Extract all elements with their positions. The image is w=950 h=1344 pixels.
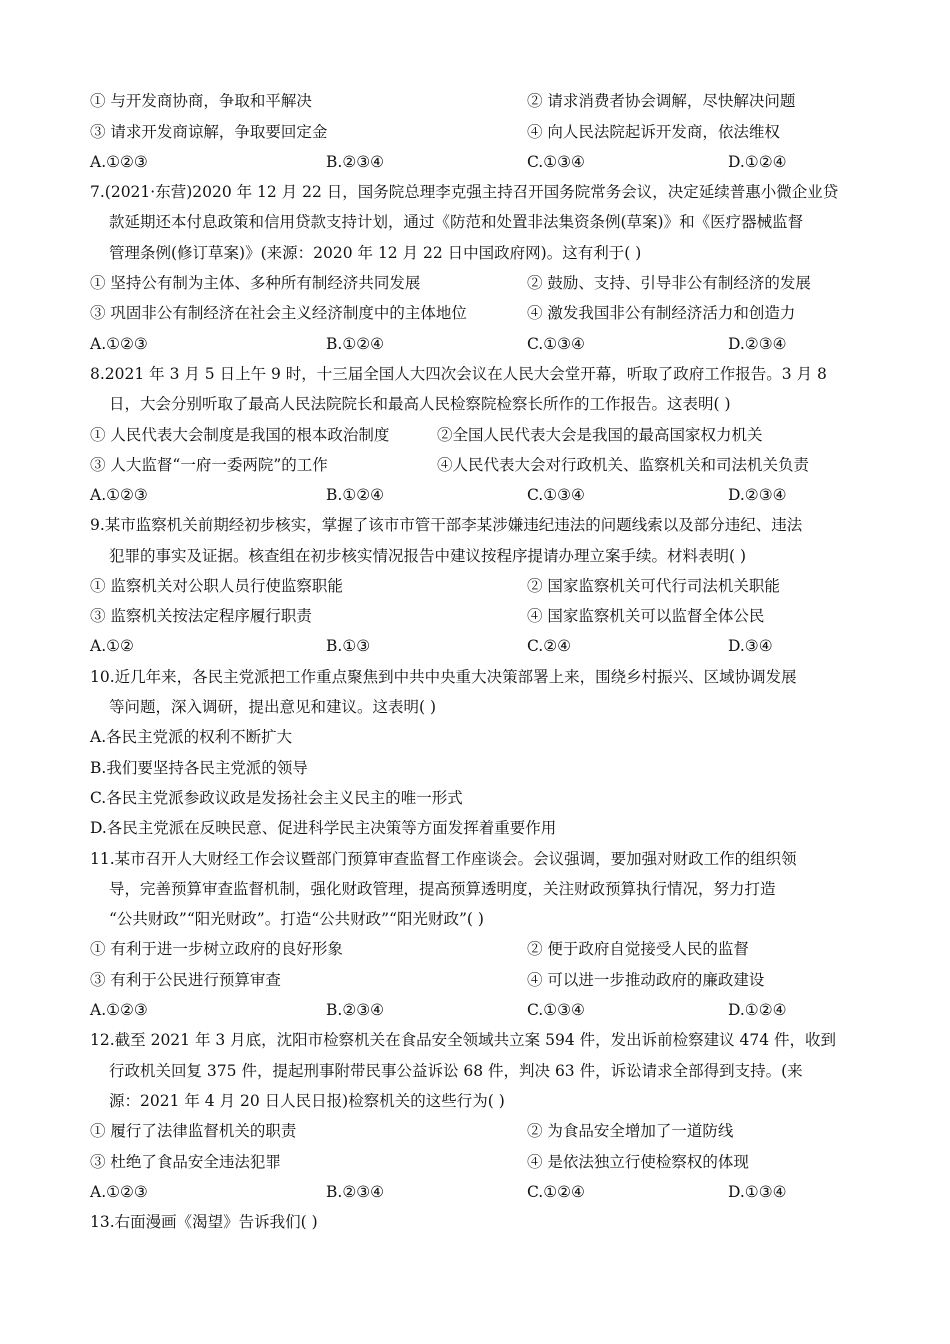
q11-option-4: ④ 可以进一步推动政府的廉政建设 — [527, 971, 765, 989]
q10-stem-line-1: 10.近几年来，各民主党派把工作重点聚焦到中共中央重大决策部署上来，围绕乡村振兴、区域协调发展 — [90, 668, 797, 686]
q7-option-1: ① 坚持公有制为主体、多种所有制经济共同发展 — [90, 274, 421, 292]
q8-option-2: ②全国人民代表大会是我国的最高国家权力机关 — [437, 426, 763, 444]
q12-option-4: ④ 是依法独立行使检察权的体现 — [527, 1153, 749, 1171]
q12-stem-line-2: 行政机关回复 375 件，提起刑事附带民事公益诉讼 68 件，判决 63 件，诉讼请求全部得到支持。(来 — [109, 1062, 803, 1080]
q9-option-2: ② 国家监察机关可代行司法机关职能 — [527, 577, 780, 595]
q8-option-1: ① 人民代表大会制度是我国的根本政治制度 — [90, 426, 390, 444]
q8-option-4: ④人民代表大会对行政机关、监察机关和司法机关负责 — [437, 456, 810, 474]
q8-stem-line-1: 8.2021 年 3 月 5 日上午 9 时，十三届全国人大四次会议在人民大会堂开幕，听取了政府工作报告。3 月 8 — [90, 365, 827, 383]
q9-choice-d: D.③④ — [728, 637, 773, 655]
q7-option-3: ③ 巩固非公有制经济在社会主义经济制度中的主体地位 — [90, 304, 467, 322]
q6-choice-b: B.②③④ — [326, 153, 385, 171]
q7-choice-a: A.①②③ — [90, 335, 148, 353]
q11-option-3: ③ 有利于公民进行预算审查 — [90, 971, 281, 989]
q7-choice-b: B.①②④ — [326, 335, 385, 353]
q9-option-3: ③ 监察机关按法定程序履行职责 — [90, 607, 312, 625]
q6-choice-c: C.①③④ — [527, 153, 585, 171]
q11-option-2: ② 便于政府自觉接受人民的监督 — [527, 940, 749, 958]
q6-option-3: ③ 请求开发商谅解，争取要回定金 — [90, 123, 328, 141]
q6-choice-a: A.①②③ — [90, 153, 148, 171]
q9-stem-line-1: 9.某市监察机关前期经初步核实，掌握了该市市管干部李某涉嫌违纪违法的问题线索以及部分违纪、违法 — [90, 516, 803, 534]
q8-choice-a: A.①②③ — [90, 486, 148, 504]
q7-choice-c: C.①③④ — [527, 335, 585, 353]
q7-stem-line-2: 款延期还本付息政策和信用贷款支持计划，通过《防范和处置非法集资条例(草案)》和《医疗器械监督 — [109, 213, 804, 231]
q7-choice-d: D.②③④ — [728, 335, 787, 353]
q12-choice-b: B.②③④ — [326, 1183, 385, 1201]
q7-option-4: ④ 激发我国非公有制经济活力和创造力 — [527, 304, 796, 322]
q9-option-1: ① 监察机关对公职人员行使监察职能 — [90, 577, 343, 595]
q11-option-1: ① 有利于进一步树立政府的良好形象 — [90, 940, 343, 958]
q6-option-1: ① 与开发商协商，争取和平解决 — [90, 92, 312, 110]
q6-choice-d: D.①②④ — [728, 153, 787, 171]
q11-stem-line-1: 11.某市召开人大财经工作会议暨部门预算审查监督工作座谈会。会议强调，要加强对财政工作的组织领 — [90, 850, 797, 868]
q10-choice-b: B.我们要坚持各民主党派的领导 — [90, 759, 308, 777]
q9-stem-line-2: 犯罪的事实及证据。核查组在初步核实情况报告中建议按程序提请办理立案手续。材料表明( ) — [109, 547, 747, 565]
q13-stem: 13.右面漫画《渴望》告诉我们( ) — [90, 1213, 318, 1231]
q8-choice-b: B.①②④ — [326, 486, 385, 504]
q9-choice-a: A.①② — [90, 637, 134, 655]
q12-option-2: ② 为食品安全增加了一道防线 — [527, 1122, 734, 1140]
q11-choice-b: B.②③④ — [326, 1001, 385, 1019]
q10-choice-d: D.各民主党派在反映民意、促进科学民主决策等方面发挥着重要作用 — [90, 819, 557, 837]
q10-choice-a: A.各民主党派的权利不断扩大 — [90, 728, 293, 746]
q7-stem-line-3: 管理条例(修订草案)》(来源：2020 年 12 月 22 日中国政府网)。这有利于( ) — [109, 244, 642, 262]
q7-stem-line-1: 7.(2021·东营)2020 年 12 月 22 日，国务院总理李克强主持召开国务院常务会议，决定延续普惠小微企业贷 — [90, 183, 839, 201]
q8-stem-line-2: 日，大会分别听取了最高人民法院院长和最高人民检察院检察长所作的工作报告。这表明( ) — [109, 395, 731, 413]
q12-stem-line-3: 源：2021 年 4 月 20 日人民日报)检察机关的这些行为( ) — [109, 1092, 505, 1110]
q6-option-4: ④ 向人民法院起诉开发商，依法维权 — [527, 123, 780, 141]
q11-choice-a: A.①②③ — [90, 1001, 148, 1019]
q12-stem-line-1: 12.截至 2021 年 3 月底，沈阳市检察机关在食品安全领域共立案 594 件，发出诉前检察建议 474 件，收到 — [90, 1031, 837, 1049]
q9-choice-c: C.②④ — [527, 637, 572, 655]
q11-stem-line-3: “公共财政”“阳光财政”。打造“公共财政”“阳光财政”( ) — [109, 910, 484, 928]
q7-option-2: ② 鼓励、支持、引导非公有制经济的发展 — [527, 274, 811, 292]
q10-choice-c: C.各民主党派参政议政是发扬社会主义民主的唯一形式 — [90, 789, 463, 807]
q11-stem-line-2: 导，完善预算审查监督机制，强化财政管理，提高预算透明度，关注财政预算执行情况，努力打造 — [109, 880, 776, 898]
q12-choice-d: D.①③④ — [728, 1183, 787, 1201]
q8-choice-d: D.②③④ — [728, 486, 787, 504]
q12-option-1: ① 履行了法律监督机关的职责 — [90, 1122, 297, 1140]
q9-choice-b: B.①③ — [326, 637, 371, 655]
q11-choice-c: C.①③④ — [527, 1001, 585, 1019]
q8-choice-c: C.①③④ — [527, 486, 585, 504]
q10-stem-line-2: 等问题，深入调研，提出意见和建议。这表明( ) — [109, 698, 437, 716]
q9-option-4: ④ 国家监察机关可以监督全体公民 — [527, 607, 765, 625]
q12-choice-a: A.①②③ — [90, 1183, 148, 1201]
q11-choice-d: D.①②④ — [728, 1001, 787, 1019]
q12-choice-c: C.①②④ — [527, 1183, 585, 1201]
q12-option-3: ③ 杜绝了食品安全违法犯罪 — [90, 1153, 281, 1171]
q8-option-3: ③ 人大监督“一府一委两院”的工作 — [90, 456, 328, 474]
q6-option-2: ② 请求消费者协会调解，尽快解决问题 — [527, 92, 796, 110]
